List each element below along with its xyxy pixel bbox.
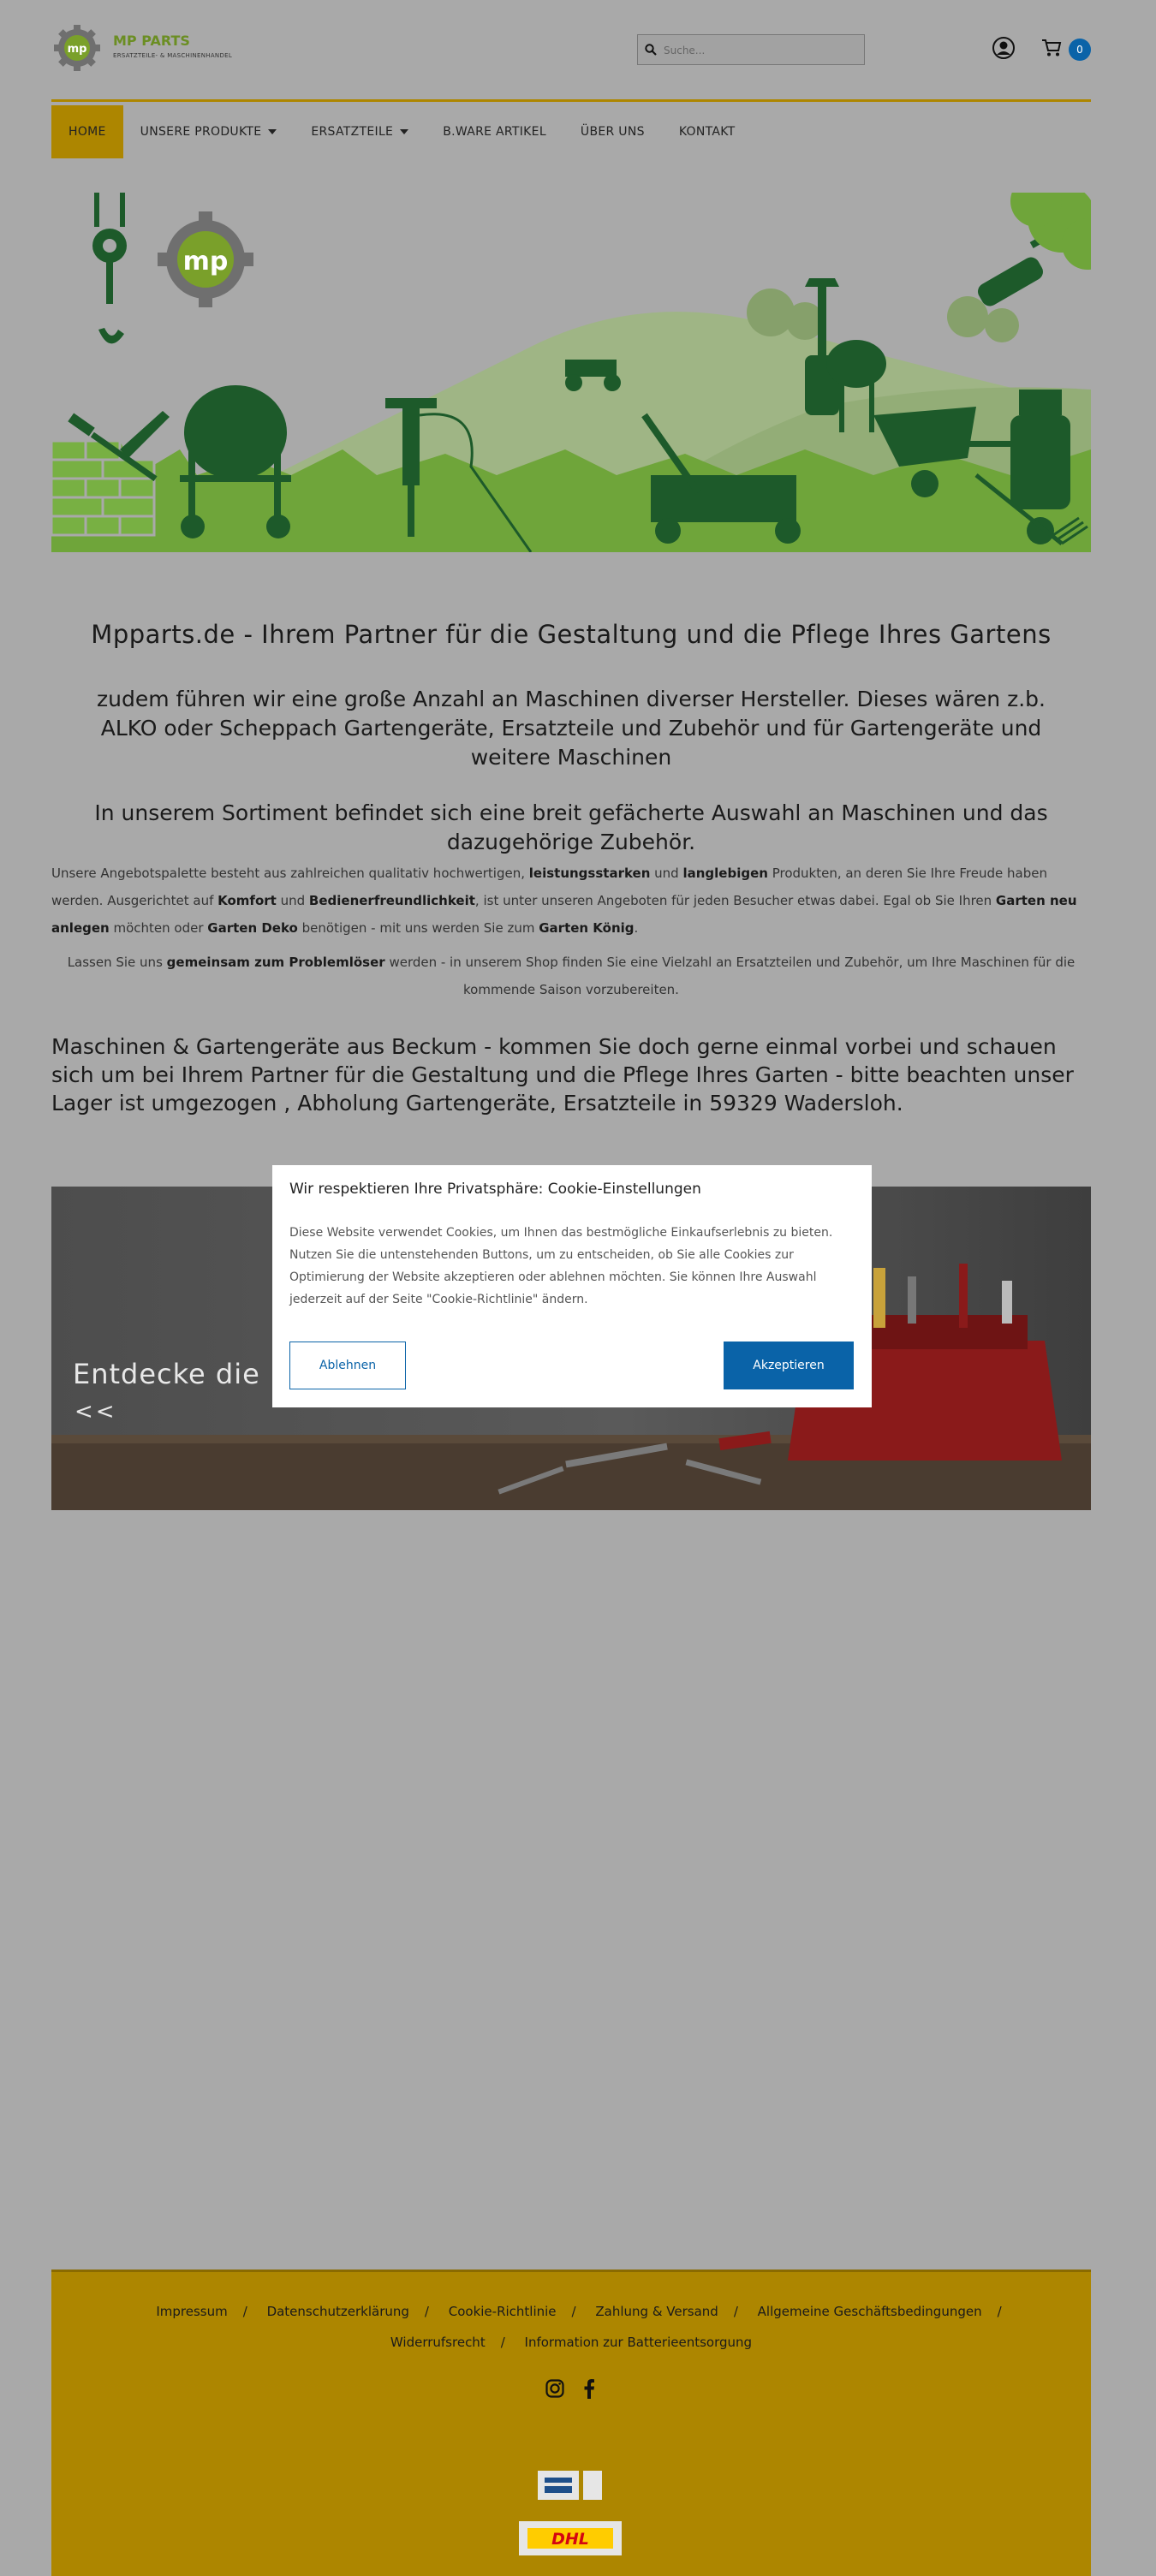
search-icon[interactable]: [645, 44, 657, 56]
problem-emphasis: gemeinsam zum Problemlöser: [166, 955, 385, 970]
payment-logo-icon: [583, 2471, 602, 2500]
offer-text: möchten oder: [109, 920, 208, 936]
footer-links: [51, 2296, 1091, 2358]
facebook-icon[interactable]: [583, 2378, 595, 2399]
caret-down-icon: [268, 129, 277, 134]
offer-emphasis: Garten neu anlegen: [51, 893, 1077, 936]
instagram-icon[interactable]: [545, 2379, 564, 2398]
nav-label: ERSATZTEILE: [311, 125, 394, 139]
hero-logo-text: mp: [182, 247, 229, 277]
offer-emphasis: langlebigen: [682, 866, 768, 881]
offer-paragraph: [51, 860, 1091, 942]
footer-separator: /: [242, 2304, 247, 2319]
footer-link-widerrufsrecht[interactable]: Widerrufsrecht: [390, 2335, 486, 2350]
decline-cookies-button[interactable]: Ablehnen: [289, 1342, 406, 1389]
nav-label: HOME: [69, 125, 106, 139]
nav-item-ersatzteile[interactable]: [294, 105, 426, 158]
offer-emphasis: Bedienerfreundlichkeit: [308, 893, 475, 908]
nav-divider: [51, 99, 1091, 102]
cookie-consent-dialog: [272, 1165, 872, 1407]
nav-item-bware-artikel[interactable]: [426, 105, 563, 158]
nav-item-kontakt[interactable]: [662, 105, 753, 158]
offer-text: und: [276, 893, 309, 908]
footer-link-impressum[interactable]: Impressum: [156, 2304, 228, 2319]
footer-separator: /: [424, 2304, 429, 2319]
offer-emphasis: Garten Deko: [207, 920, 298, 936]
main-navigation: [51, 105, 1091, 158]
site-footer: [51, 2270, 1091, 2576]
site-logo[interactable]: [53, 24, 241, 75]
svg-text:mp: mp: [67, 43, 87, 56]
nav-label: ÜBER UNS: [580, 125, 645, 139]
footer-link-batterieentsorgung[interactable]: Information zur Batterieentsorgung: [524, 2335, 753, 2350]
dhl-logo-text: DHL: [551, 2530, 589, 2549]
nav-item-ueber-uns[interactable]: [563, 105, 662, 158]
footer-separator: /: [571, 2304, 576, 2319]
footer-link-cookie-richtlinie[interactable]: Cookie-Richtlinie: [448, 2304, 557, 2319]
footer-link-agb[interactable]: Allgemeine Geschäftsbedingungen: [757, 2304, 982, 2319]
offer-text: benötigen - mit uns werden Sie zum: [297, 920, 539, 936]
nav-item-home[interactable]: [51, 105, 123, 158]
banner-title: Entdecke die: [73, 1358, 260, 1390]
brand-name: MP PARTS: [113, 33, 190, 49]
problem-solver-paragraph: [51, 949, 1091, 1003]
offer-emphasis: Garten König: [539, 920, 635, 936]
offer-text: Produkten, an deren Sie Ihre Freude haben werden. Ausgerichtet auf: [51, 866, 1047, 908]
problem-text: Lassen Sie uns: [67, 955, 167, 970]
intro-text: zudem führen wir eine große Anzahl an Maschinen diverser Hersteller. Dieses wären z.b. ALKO oder Scheppach Gartengeräte, Ersatzteile und Zubehör und für Gartengeräte und weitere Maschinen: [97, 687, 1046, 770]
cookie-dialog-text: Diese Website verwendet Cookies, um Ihnen das bestmögliche Einkaufserlebnis zu bieten. Nutzen Sie die untenstehenden Buttons, um zu entscheiden, ob Sie alle Cookies zur Optimierung der Website akzeptieren oder ablehnen möchten. Sie können Ihre Auswahl jederzeit auf der Seite "Cookie-Richtlinie" ändern.: [289, 1226, 833, 1306]
offer-text: Unsere Angebotspalette besteht aus zahlreichen qualitativ hochwertigen,: [51, 866, 529, 881]
gear-logo-icon: [53, 24, 101, 72]
offer-emphasis: Komfort: [217, 893, 277, 908]
brand-tagline: ERSATZTEILE- & MASCHINENHANDEL: [113, 52, 233, 59]
search-input[interactable]: [662, 35, 862, 66]
footer-separator: /: [997, 2304, 1002, 2319]
assortment-text: In unserem Sortiment befindet sich eine breit gefächerte Auswahl an Maschinen und das dazugehörige Zubehör.: [94, 800, 1048, 854]
problem-text: werden - in unserem Shop finden Sie eine Vielzahl an Ersatzteilen und Zubehör, um Ihre Maschinen für die kommende Saison vorzubereiten.: [384, 955, 1076, 997]
page-heading: Mpparts.de - Ihrem Partner für die Gestaltung und die Pflege Ihres Gartens: [91, 620, 1052, 649]
nav-label: B.WARE ARTIKEL: [443, 125, 546, 139]
user-account-icon[interactable]: [992, 36, 1016, 60]
nav-item-unsere-produkte[interactable]: [123, 105, 295, 158]
cart-count-badge[interactable]: 0: [1069, 39, 1091, 61]
caret-down-icon: [400, 129, 408, 134]
footer-link-zahlung-versand[interactable]: Zahlung & Versand: [595, 2304, 718, 2319]
footer-separator: /: [733, 2304, 738, 2319]
nav-label: KONTAKT: [678, 125, 736, 139]
hero-garden-illustration: [51, 193, 1091, 552]
offer-text: .: [634, 920, 639, 936]
accept-cookies-button[interactable]: Akzeptieren: [724, 1342, 854, 1389]
cookie-dialog-title: Wir respektieren Ihre Privatsphäre: Cookie-Einstellungen: [289, 1181, 701, 1198]
offer-text: und: [650, 866, 683, 881]
search-box[interactable]: [637, 34, 865, 65]
nav-label: UNSERE PRODUKTE: [140, 125, 262, 139]
footer-separator: /: [500, 2335, 505, 2350]
banner-prev-arrow[interactable]: <<: [74, 1399, 117, 1425]
footer-link-datenschutz[interactable]: Datenschutzerklärung: [266, 2304, 409, 2319]
offer-emphasis: leistungsstarken: [528, 866, 651, 881]
dhl-logo: [519, 2521, 622, 2555]
offer-text: , ist unter unseren Angeboten für jeden Besucher etwas dabei. Egal ob Sie Ihren: [474, 893, 996, 908]
location-text: Maschinen & Gartengeräte aus Beckum - kommen Sie doch gerne einmal vorbei und schauen sich um bei Ihrem Partner für die Gestaltung und die Pflege Ihres Garten - bitte beachten unser Lager ist umgezogen , Abholung Gartengeräte, Ersatzteile in 59329 Wadersloh.: [51, 1034, 1074, 1115]
payment-card-icon: [538, 2471, 579, 2500]
cart-icon[interactable]: [1041, 39, 1062, 57]
